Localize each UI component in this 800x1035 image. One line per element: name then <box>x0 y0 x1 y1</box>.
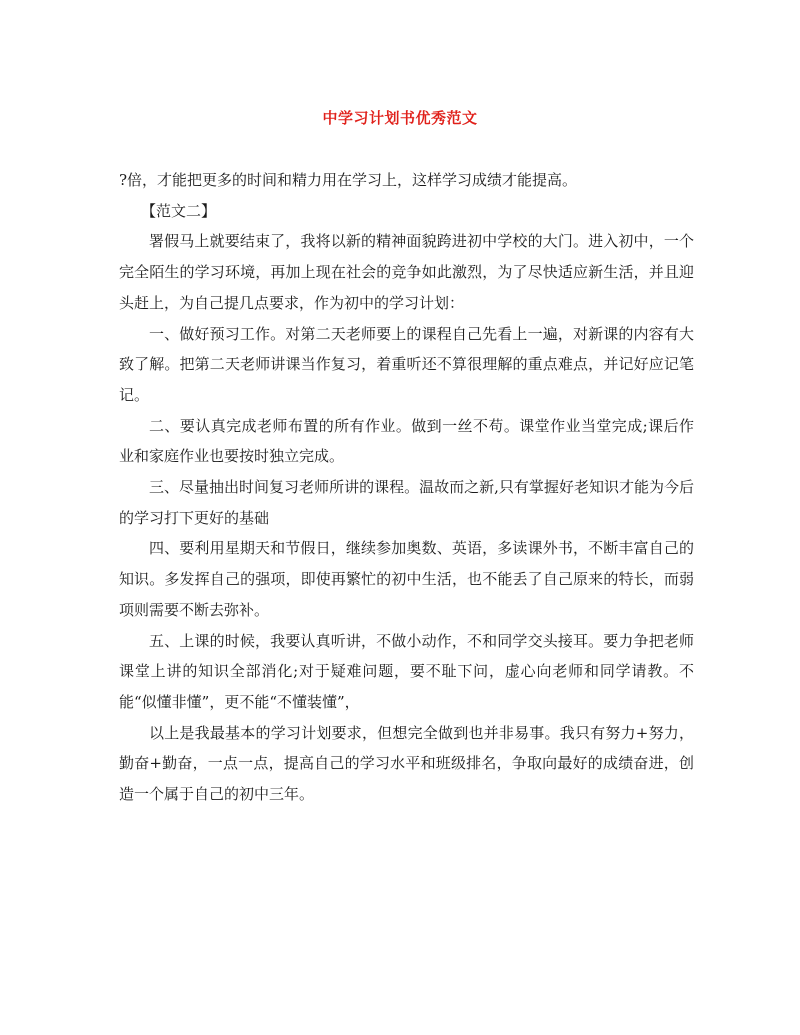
paragraph-conclusion: 以上是我最基本的学习计划要求，但想完全做到也并非易事。我只有努力+努力，勤奋+勤奋，一点一点，提高自己的学习水平和班级排名，争取向最好的成绩奋进，创造一个属于自己的初中三年。 <box>119 723 694 804</box>
paragraph-item-5: 五、上课的时候，我要认真听讲，不做小动作，不和同学交头接耳。要力争把老师课堂上讲的知识全部消化;对于疑难问题，要不耻下问，虚心向老师和同学请教。不能“似懂非懂”，更不能“不懂装懂”， <box>119 631 694 711</box>
section-heading: 【范文二】 <box>141 201 217 220</box>
paragraph-item-4: 四、要利用星期天和节假日，继续参加奥数、英语，多读课外书，不断丰富自己的知识。多发挥自己的强项，即使再繁忙的初中生活，也不能丢了自己原来的特长，而弱项则需要不断去弥补。 <box>119 539 694 619</box>
paragraph-item-2: 二、要认真完成老师布置的所有作业。做到一丝不苟。课堂作业当堂完成;课后作业和家庭作业也要按时独立完成。 <box>119 416 694 466</box>
paragraph-intro: 署假马上就要结束了，我将以新的精神面貌跨进初中学校的大门。进入初中，一个完全陌生的学习环境，再加上现在社会的竞争如此激烈，为了尽快适应新生活，并且迎头赶上，为自己提几点要求，作为初中的学习计划： <box>119 232 694 312</box>
paragraph-item-1: 一、做好预习工作。对第二天老师要上的课程自己先看上一遍，对新课的内容有大致了解。把第二天老师讲课当作复习，着重听还不算很理解的重点难点，并记好应记笔记。 <box>119 324 694 404</box>
document-title: 中学习计划书优秀范文 <box>322 109 478 127</box>
paragraph-continuation: ?倍，才能把更多的时间和精力用在学习上，这样学习成绩才能提高。 <box>119 171 578 189</box>
paragraph-item-3: 三、尽量抽出时间复习老师所讲的课程。温故而之新,只有掌握好老知识才能为今后的学习打下更好的基础 <box>119 478 694 527</box>
document-body <box>119 165 694 810</box>
